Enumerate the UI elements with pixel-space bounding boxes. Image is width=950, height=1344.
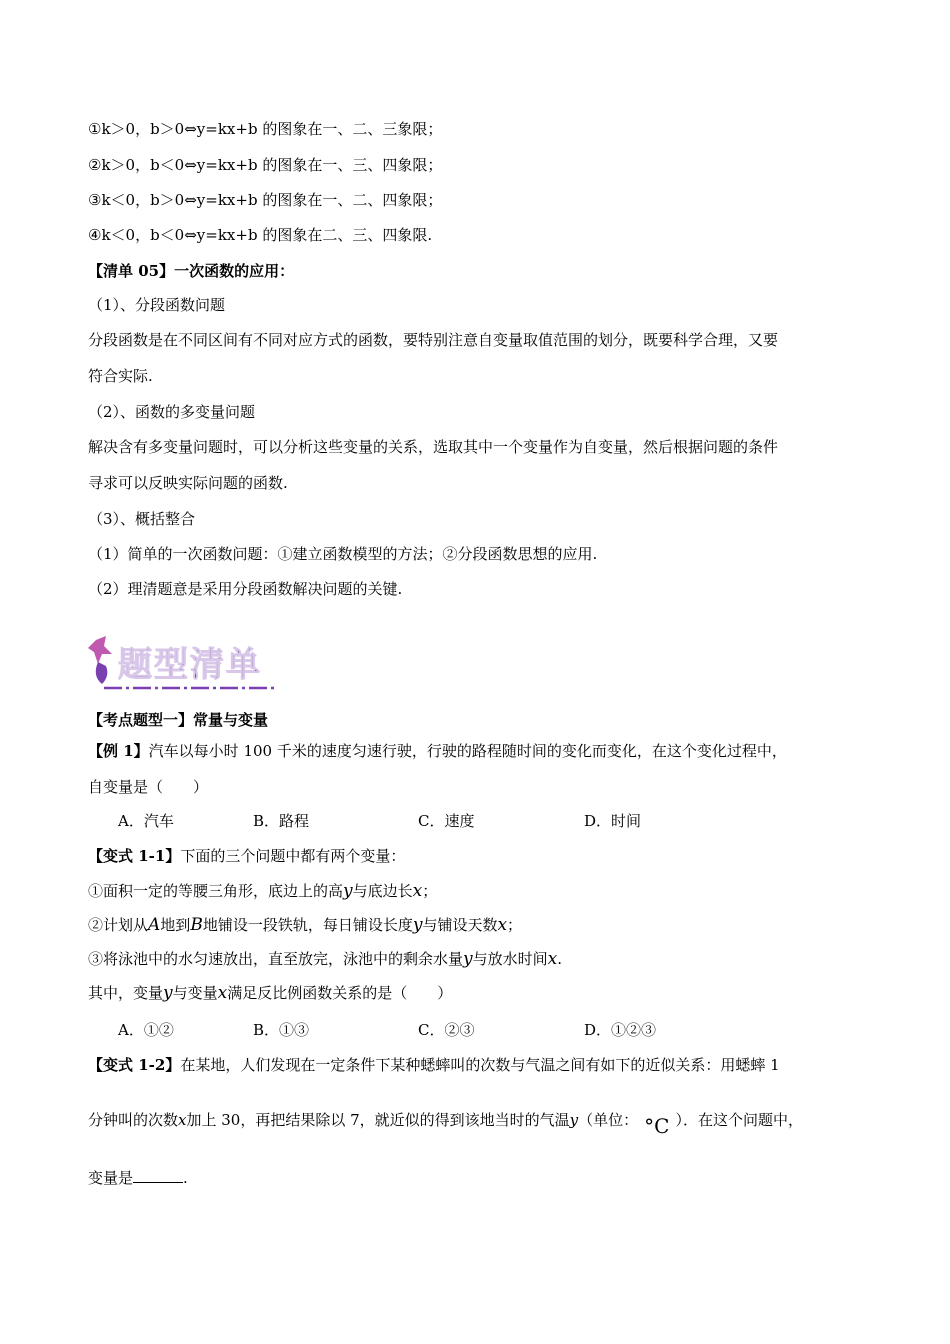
example-1-option-c: C．速度 bbox=[418, 812, 475, 830]
text: 其中，变量 bbox=[88, 984, 164, 1002]
text: 与铺设天数 bbox=[422, 916, 498, 934]
variant-1-2-line-1 bbox=[88, 1055, 780, 1075]
variant-1-1-question bbox=[88, 983, 452, 1003]
text: 变量是 bbox=[88, 1169, 134, 1187]
variant-1-1-item-2 bbox=[88, 915, 522, 935]
var-y: y bbox=[163, 983, 173, 1003]
example-1-option-d: D．时间 bbox=[584, 812, 642, 830]
var-y: y bbox=[412, 915, 423, 935]
var-y: y bbox=[569, 1111, 579, 1129]
section-05-para-1-line-2: 符合实际. bbox=[88, 367, 153, 385]
example-1-line-1 bbox=[88, 741, 787, 761]
text: ）．在这个问题中， bbox=[675, 1111, 803, 1129]
unit-celsius: °C bbox=[644, 1114, 670, 1138]
text: 地到 bbox=[160, 916, 191, 934]
answer-blank[interactable] bbox=[133, 1168, 183, 1183]
variant-1-2-label: 【变式 1-2】 bbox=[88, 1056, 181, 1074]
section-05-para-2-line-2: 寻求可以反映实际问题的函数. bbox=[88, 474, 288, 492]
section-05-summary-1: （1）简单的一次函数问题：①建立函数模型的方法；②分段函数思想的应用. bbox=[88, 545, 598, 563]
text: 加上 30，再把结果除以 7，就近似的得到该地当时的气温 bbox=[186, 1111, 570, 1129]
text: （单位： bbox=[578, 1111, 639, 1129]
rule-2: ②k＞0，b＜0⇔y=kx+b 的图象在一、三、四象限； bbox=[88, 156, 443, 174]
text: 与放水时间 bbox=[472, 950, 548, 968]
var-b: B bbox=[190, 915, 203, 935]
var-y: y bbox=[343, 881, 353, 901]
example-1-label: 【例 1】 bbox=[88, 742, 149, 760]
variant-1-1-intro bbox=[88, 846, 405, 866]
example-1-text: 汽车以每小时 100 千米的速度匀速行驶，行驶的路程随时间的变化而变化，在这个变化过程中， bbox=[148, 742, 787, 760]
text: 与底边长 bbox=[352, 882, 413, 900]
var-y: y bbox=[463, 949, 473, 969]
text: 与变量 bbox=[172, 984, 218, 1002]
var-x: x bbox=[217, 983, 228, 1003]
text: ②计划从 bbox=[88, 916, 149, 934]
section-05-heading-3: （3）、概括整合 bbox=[88, 510, 196, 528]
rule-3: ③k＜0，b＞0⇔y=kx+b 的图象在一、二、四象限； bbox=[88, 191, 443, 209]
variant-1-2-line-3 bbox=[88, 1168, 188, 1188]
variant-1-1-intro-text: 下面的三个问题中都有两个变量： bbox=[180, 847, 406, 865]
section-05-summary-2: （2）理清题意是采用分段函数解决问题的关键. bbox=[88, 580, 403, 598]
text: ③将泳池中的水匀速放出，直至放完，泳池中的剩余水量 bbox=[88, 950, 464, 968]
text: ； bbox=[422, 882, 438, 900]
text: ； bbox=[507, 916, 523, 934]
variant-1-1-label: 【变式 1-1】 bbox=[88, 847, 181, 865]
variant-1-1-item-3 bbox=[88, 949, 562, 969]
text: . bbox=[557, 950, 563, 968]
magic-wand-icon bbox=[88, 636, 112, 664]
var-a: A bbox=[148, 915, 161, 935]
variant-1-1-option-b: B．①③ bbox=[253, 1021, 310, 1039]
text: . bbox=[183, 1169, 188, 1187]
var-x: x bbox=[547, 949, 558, 969]
var-x: x bbox=[497, 915, 508, 935]
example-1-option-b: B．路程 bbox=[253, 812, 310, 830]
variant-1-2-text: 在某地，人们发现在一定条件下某种蟋蟀叫的次数与气温之间有如下的近似关系：用蟋蟀 1 bbox=[180, 1056, 780, 1074]
swirl-icon bbox=[96, 662, 108, 684]
variant-1-1-item-1 bbox=[88, 881, 437, 901]
example-1-option-a: A．汽车 bbox=[118, 812, 174, 830]
section-05-title: 【清单 05】一次函数的应用： bbox=[88, 262, 295, 280]
variant-1-1-option-a: A．①② bbox=[118, 1021, 174, 1039]
var-x: x bbox=[412, 881, 423, 901]
variant-1-2-line-2 bbox=[88, 1108, 803, 1138]
rule-1: ①k＞0，b＞0⇔y=kx+b 的图象在一、二、三象限； bbox=[88, 120, 443, 138]
example-1-line-2: 自变量是（ ） bbox=[88, 778, 209, 796]
topic-list-banner bbox=[88, 632, 283, 694]
banner-title: 题型清单 bbox=[118, 645, 262, 685]
topic-1-title: 【考点题型一】常量与变量 bbox=[88, 711, 269, 729]
section-05-para-2-line-1: 解决含有多变量问题时，可以分析这些变量的关系，选取其中一个变量作为自变量，然后根据问题的条件 bbox=[88, 438, 779, 456]
var-x: x bbox=[178, 1111, 187, 1129]
rule-4: ④k＜0，b＜0⇔y=kx+b 的图象在二、三、四象限. bbox=[88, 226, 433, 244]
section-05-heading-2: （2）、函数的多变量问题 bbox=[88, 403, 256, 421]
variant-1-1-option-c: C．②③ bbox=[418, 1021, 475, 1039]
section-05-heading-1: （1）、分段函数问题 bbox=[88, 296, 226, 314]
text: ①面积一定的等腰三角形，底边上的高 bbox=[88, 882, 344, 900]
variant-1-1-option-d: D．①②③ bbox=[584, 1021, 657, 1039]
text: 满足反比例函数关系的是（ ） bbox=[227, 984, 453, 1002]
text: 地铺设一段铁轨，每日铺设长度 bbox=[202, 916, 413, 934]
text: 分钟叫的次数 bbox=[88, 1111, 179, 1129]
section-05-para-1-line-1: 分段函数是在不同区间有不同对应方式的函数，要特别注意自变量取值范围的划分，既要科学合理，又要 bbox=[88, 331, 779, 349]
banner-graphic bbox=[88, 632, 283, 694]
